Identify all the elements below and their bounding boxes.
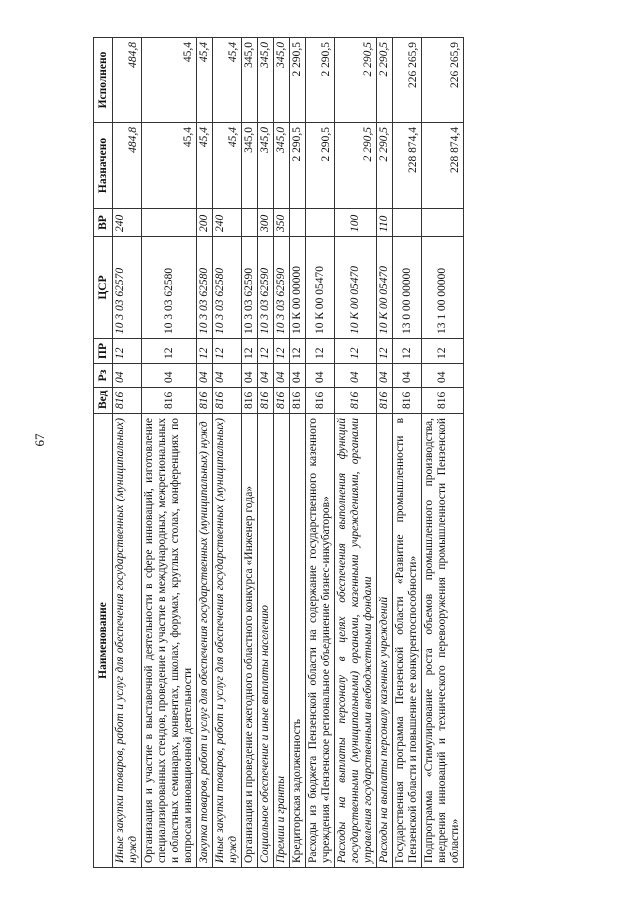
header-ved: Вед: [94, 388, 113, 414]
row-executed: 345,0: [274, 38, 290, 123]
row-ved: 816: [197, 388, 213, 414]
row-vr: 300: [258, 209, 274, 237]
row-rz: 04: [393, 364, 422, 388]
page-number: 67: [32, 433, 47, 447]
row-rz: 04: [213, 364, 242, 388]
row-ved: 816: [393, 388, 422, 414]
row-vr: 100: [335, 209, 377, 237]
row-pr: 12: [335, 339, 377, 364]
table-header-row: [94, 38, 113, 868]
row-assigned: 45,4: [142, 123, 197, 209]
row-rz: 04: [335, 364, 377, 388]
row-pr: 12: [377, 339, 393, 364]
header-executed: Исполнено: [94, 38, 113, 123]
row-executed: 226 265,9: [422, 38, 464, 123]
row-name: Иные закупки товаров, работ и услуг для обеспечения государственных (муниципальных) нужд: [213, 414, 242, 868]
row-assigned: 228 874,4: [393, 123, 422, 209]
table-row: [142, 38, 197, 868]
row-csr: 10 3 03 62590: [242, 237, 258, 339]
row-name: Закупка товаров, работ и услуг для обеспечения государственных (муниципальных) нужд: [197, 414, 213, 868]
row-vr: [306, 209, 335, 237]
row-csr: 10 3 03 62580: [142, 237, 197, 339]
row-ved: 816: [377, 388, 393, 414]
row-rz: 04: [113, 364, 142, 388]
row-executed: 2 290,5: [377, 38, 393, 123]
row-pr: 12: [242, 339, 258, 364]
row-csr: 13 0 00 00000: [393, 237, 422, 339]
row-executed: 2 290,5: [335, 38, 377, 123]
row-executed: 45,4: [142, 38, 197, 123]
row-executed: 484,8: [113, 38, 142, 123]
rotated-table-container: [93, 38, 581, 868]
row-csr: 10 3 03 62590: [274, 237, 290, 339]
row-ved: 816: [306, 388, 335, 414]
row-vr: 350: [274, 209, 290, 237]
row-name: Государственная программа Пензенской области «Развитие промышленности в Пензенской области и повышение ее конкурентоспособности»: [393, 414, 422, 868]
header-name: Наименование: [94, 414, 113, 868]
row-ved: 816: [422, 388, 464, 414]
header-csr: ЦСР: [94, 237, 113, 339]
row-assigned: 2 290,5: [335, 123, 377, 209]
row-rz: 04: [197, 364, 213, 388]
row-rz: 04: [274, 364, 290, 388]
row-name: Иные закупки товаров, работ и услуг для обеспечения государственных (муниципальных) нужд: [113, 414, 142, 868]
row-ved: 816: [213, 388, 242, 414]
budget-table: [93, 37, 464, 868]
row-name: Расходы из бюджета Пензенской области на содержание государственного казенного учреждения «Пензенское региональное объединение бизнес-инкубаторов»: [306, 414, 335, 868]
row-assigned: 2 290,5: [306, 123, 335, 209]
row-vr: 240: [213, 209, 242, 237]
row-assigned: 2 290,5: [290, 123, 306, 209]
table-row: [197, 38, 213, 868]
row-executed: 2 290,5: [290, 38, 306, 123]
row-executed: 2 290,5: [306, 38, 335, 123]
row-pr: 12: [393, 339, 422, 364]
row-pr: 12: [142, 339, 197, 364]
row-csr: 10 К 00 00000: [290, 237, 306, 339]
row-csr: 10 3 03 62590: [258, 237, 274, 339]
row-name: Организация и проведение ежегодного областного конкурса «Инженер года»: [242, 414, 258, 868]
row-vr: 200: [197, 209, 213, 237]
table-row: [242, 38, 258, 868]
table-row: [113, 38, 142, 868]
row-rz: 04: [377, 364, 393, 388]
table-row: [290, 38, 306, 868]
table-row: [335, 38, 377, 868]
row-rz: 04: [422, 364, 464, 388]
row-csr: 10 К 00 05470: [335, 237, 377, 339]
row-pr: 12: [290, 339, 306, 364]
row-pr: 12: [274, 339, 290, 364]
row-vr: [422, 209, 464, 237]
row-assigned: 2 290,5: [377, 123, 393, 209]
row-assigned: 345,0: [258, 123, 274, 209]
row-pr: 12: [306, 339, 335, 364]
row-ved: 816: [242, 388, 258, 414]
row-ved: 816: [290, 388, 306, 414]
row-rz: 04: [258, 364, 274, 388]
row-assigned: 45,4: [197, 123, 213, 209]
row-ved: 816: [335, 388, 377, 414]
row-ved: 816: [113, 388, 142, 414]
row-vr: [242, 209, 258, 237]
header-vr: ВР: [94, 209, 113, 237]
row-rz: 04: [290, 364, 306, 388]
row-csr: 10 3 03 62580: [213, 237, 242, 339]
row-vr: [290, 209, 306, 237]
row-ved: 816: [142, 388, 197, 414]
row-assigned: 345,0: [274, 123, 290, 209]
row-csr: 13 1 00 00000: [422, 237, 464, 339]
row-vr: [393, 209, 422, 237]
row-vr: 240: [113, 209, 142, 237]
table-row: [422, 38, 464, 868]
header-assigned: Назначено: [94, 123, 113, 209]
header-pr: ПР: [94, 339, 113, 364]
row-rz: 04: [242, 364, 258, 388]
table-row: [258, 38, 274, 868]
row-assigned: 45,4: [213, 123, 242, 209]
table-row: [213, 38, 242, 868]
row-executed: 345,0: [258, 38, 274, 123]
row-assigned: 228 874,4: [422, 123, 464, 209]
row-pr: 12: [422, 339, 464, 364]
row-csr: 10 3 03 62570: [113, 237, 142, 339]
table-row: [306, 38, 335, 868]
row-pr: 12: [258, 339, 274, 364]
header-rz: Рз: [94, 364, 113, 388]
row-name: Подпрограмма «Стимулирование роста объемов промышленного производства, внедрения инноваций и технического перевооружения промышленности Пензенской области»: [422, 414, 464, 868]
table-row: [274, 38, 290, 868]
row-ved: 816: [274, 388, 290, 414]
row-csr: 10 3 03 62580: [197, 237, 213, 339]
row-name: Расходы на выплаты персоналу в целях обеспечения выполнения функций государственными (муниципальными) органами, казенными учреждениями, органами управления государственными внебюджетными фондами: [335, 414, 377, 868]
row-name: Организация и участие в выставочной деятельности в сфере инноваций, изготовление специализированных стендов, проведение и участие в международных, межрегиональных и областных семинарах, конвентах, школах, форумах, круглых столах, конференциях по вопросам инновационной деятельности: [142, 414, 197, 868]
row-executed: 45,4: [213, 38, 242, 123]
row-rz: 04: [142, 364, 197, 388]
row-pr: 12: [213, 339, 242, 364]
row-executed: 45,4: [197, 38, 213, 123]
row-name: Премии и гранты: [274, 414, 290, 868]
row-executed: 226 265,9: [393, 38, 422, 123]
row-rz: 04: [306, 364, 335, 388]
row-csr: 10 К 00 05470: [377, 237, 393, 339]
table-row: [377, 38, 393, 868]
row-name: Кредиторская задолженность: [290, 414, 306, 868]
row-csr: 10 К 00 05470: [306, 237, 335, 339]
row-vr: [142, 209, 197, 237]
row-pr: 12: [197, 339, 213, 364]
row-executed: 345,0: [242, 38, 258, 123]
row-name: Социальное обеспечение и иные выплаты населению: [258, 414, 274, 868]
row-vr: 110: [377, 209, 393, 237]
row-name: Расходы на выплаты персоналу казенных учреждений: [377, 414, 393, 868]
row-assigned: 345,0: [242, 123, 258, 209]
table-row: [393, 38, 422, 868]
row-pr: 12: [113, 339, 142, 364]
row-ved: 816: [258, 388, 274, 414]
row-assigned: 484,8: [113, 123, 142, 209]
